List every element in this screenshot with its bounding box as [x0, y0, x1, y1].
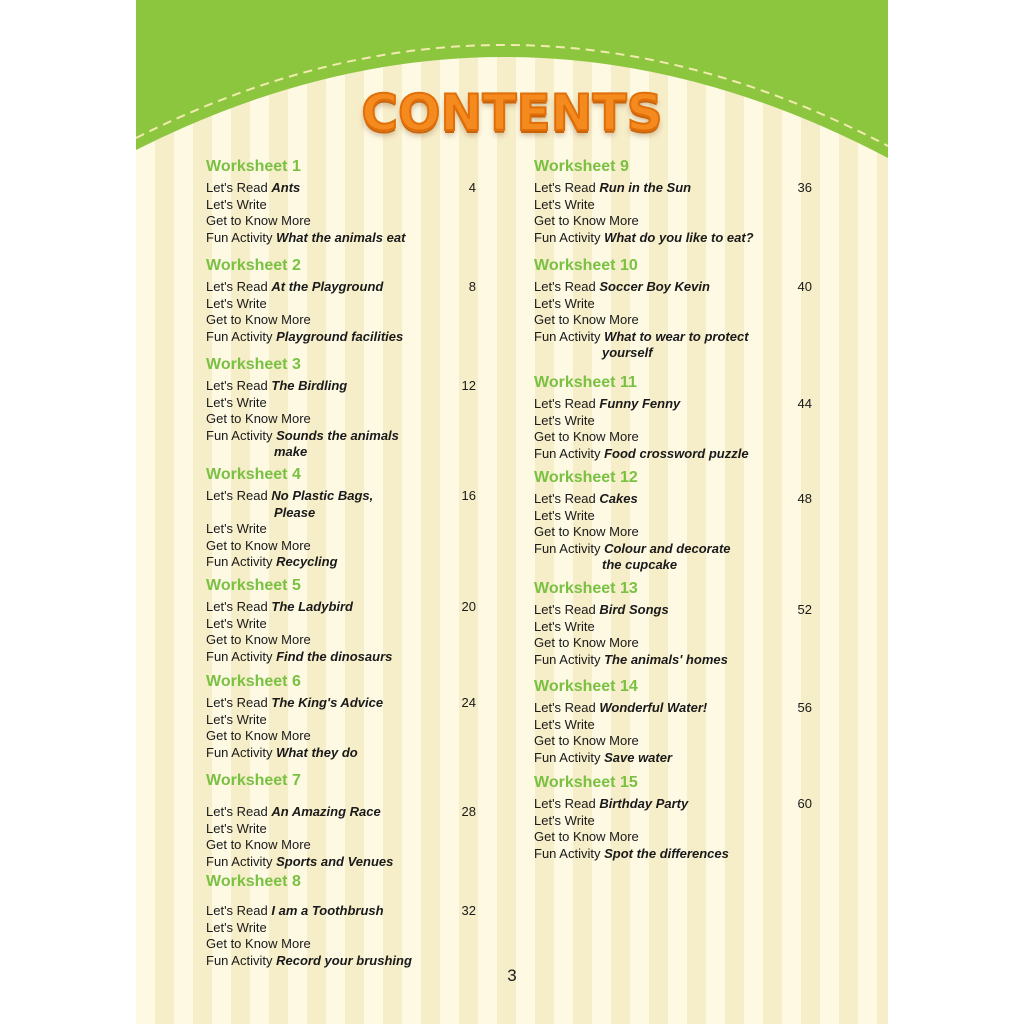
lets-write-line: Let's Write: [534, 618, 595, 634]
lets-write-line: Let's Write: [206, 820, 267, 836]
page-ref: 12: [461, 378, 476, 393]
story-title-continued: Please: [274, 504, 316, 520]
fun-activity-line: [534, 652, 812, 669]
activity-title: What to wear to protect: [604, 328, 749, 344]
page-ref: 44: [797, 396, 812, 411]
story-title: Cakes: [599, 491, 638, 506]
worksheet-title: Worksheet 10: [534, 257, 638, 274]
worksheet-entry: [534, 469, 812, 574]
get-to-know-more-line: Get to Know More: [534, 733, 639, 748]
worksheet-title: Worksheet 9: [534, 158, 629, 175]
lets-read-label: Let's Read: [534, 491, 596, 506]
activity-title-continued: the cupcake: [602, 557, 678, 572]
activity-title-continued: make: [274, 444, 308, 459]
get-to-know-more-line: Get to Know More: [534, 635, 639, 650]
lets-read-line: [206, 903, 476, 920]
story-title: Ants: [271, 180, 301, 195]
lets-read-line: [206, 279, 476, 296]
fun-activity-line: [206, 329, 476, 346]
activity-title: Save water: [604, 749, 673, 765]
lets-read-line: [534, 796, 812, 813]
worksheet-entry: [534, 580, 812, 668]
fun-activity-label: Fun Activity: [534, 445, 601, 461]
page-ref: 60: [797, 796, 812, 811]
get-to-know-more-line: Get to Know More: [206, 837, 311, 852]
lets-read-label: Let's Read: [206, 180, 268, 195]
lets-write-line: Let's Write: [534, 196, 595, 212]
lets-read-label: Let's Read: [534, 279, 596, 294]
activity-title: Sports and Venues: [276, 853, 394, 869]
lets-read-line: [534, 279, 812, 296]
get-to-know-more-line: Get to Know More: [206, 213, 311, 228]
fun-activity-label: Fun Activity: [534, 328, 601, 344]
get-to-know-more-line: Get to Know More: [206, 537, 311, 553]
fun-activity-line: [534, 446, 812, 463]
lets-read-label: Let's Read: [534, 796, 596, 811]
worksheet-title: Worksheet 11: [534, 374, 637, 391]
lets-read-line: [206, 378, 476, 395]
lets-write-line: Let's Write: [534, 412, 595, 428]
fun-activity-line: [206, 649, 476, 666]
story-title: At the Playground: [271, 279, 384, 294]
lets-read-label: Let's Read: [206, 279, 268, 294]
fun-activity-label: Fun Activity: [206, 648, 273, 664]
lets-write-line: Let's Write: [206, 196, 267, 212]
lets-read-label: Let's Read: [206, 378, 268, 393]
get-to-know-more-line: Get to Know More: [534, 429, 639, 444]
worksheet-title: Worksheet 6: [206, 673, 301, 690]
worksheet-entry: [206, 673, 476, 761]
activity-title: What do you like to eat?: [604, 229, 754, 245]
get-to-know-more-line: Get to Know More: [534, 829, 639, 844]
get-to-know-more-line: Get to Know More: [206, 632, 311, 647]
worksheet-title: Worksheet 3: [206, 356, 301, 373]
fun-activity-line: [206, 230, 476, 247]
get-to-know-more-line: Get to Know More: [534, 213, 639, 228]
get-to-know-more-line: Get to Know More: [534, 524, 639, 539]
story-title: Funny Fenny: [599, 396, 681, 411]
fun-activity-label: Fun Activity: [534, 749, 601, 765]
page-ref: 8: [468, 279, 476, 294]
lets-read-label: Let's Read: [534, 396, 596, 411]
fun-activity-label: Fun Activity: [206, 229, 273, 245]
fun-activity-label: Fun Activity: [534, 651, 601, 667]
lets-read-line: [534, 700, 812, 717]
worksheet-title: Worksheet 7: [206, 772, 301, 789]
worksheet-entry: [206, 257, 476, 345]
worksheet-title: Worksheet 1: [206, 158, 301, 175]
story-title: No Plastic Bags,: [271, 488, 374, 503]
worksheet-title: Worksheet 4: [206, 466, 301, 483]
lets-write-line: Let's Write: [206, 919, 267, 935]
fun-activity-label: Fun Activity: [206, 554, 273, 569]
fun-activity-label: Fun Activity: [206, 952, 273, 968]
activity-title: Find the dinosaurs: [276, 648, 393, 664]
worksheet-entry: [534, 678, 812, 766]
get-to-know-more-line: Get to Know More: [206, 728, 311, 743]
page-ref: 56: [797, 700, 812, 715]
story-title: Birthday Party: [599, 796, 689, 811]
lets-read-label: Let's Read: [206, 695, 268, 710]
page-ref: 40: [797, 279, 812, 294]
fun-activity-line: [206, 428, 476, 445]
lets-read-label: Let's Read: [534, 602, 596, 617]
worksheet-entry: [534, 158, 812, 246]
lets-read-line: [206, 599, 476, 616]
worksheet-entry: [534, 374, 812, 462]
worksheet-entry: [206, 356, 476, 461]
lets-write-line: Let's Write: [206, 295, 267, 311]
fun-activity-label: Fun Activity: [206, 328, 273, 344]
lets-read-label: Let's Read: [206, 599, 268, 614]
worksheet-entry: [206, 466, 476, 571]
page-ref: 28: [461, 804, 476, 819]
lets-read-line: [206, 695, 476, 712]
worksheet-entry: [206, 772, 476, 870]
activity-title: What they do: [276, 744, 358, 760]
activity-title: Colour and decorate: [604, 540, 731, 556]
lets-read-line: [206, 180, 476, 197]
page-ref: 20: [461, 599, 476, 614]
lets-write-line: Let's Write: [206, 394, 267, 410]
get-to-know-more-line: Get to Know More: [206, 936, 311, 951]
lets-read-label: Let's Read: [534, 700, 596, 715]
activity-title: Record your brushing: [276, 952, 412, 968]
page-title: CONTENTS: [361, 84, 663, 142]
fun-activity-label: Fun Activity: [534, 540, 601, 556]
story-title: The Ladybird: [271, 599, 353, 614]
story-title: The Birdling: [271, 378, 348, 393]
activity-title: The animals' homes: [604, 651, 728, 667]
activity-title-continued: yourself: [602, 345, 653, 360]
get-to-know-more-line: Get to Know More: [534, 312, 639, 327]
worksheet-entry: [534, 774, 812, 862]
worksheet-entry: [534, 257, 812, 362]
activity-title: Recycling: [276, 554, 338, 569]
fun-activity-line: [206, 745, 476, 762]
page-ref: 32: [461, 903, 476, 918]
worksheet-title: Worksheet 2: [206, 257, 301, 274]
page-ref: 4: [468, 180, 476, 195]
lets-write-line: Let's Write: [534, 812, 595, 828]
lets-read-line: [206, 488, 476, 505]
fun-activity-line: [534, 230, 812, 247]
fun-activity-label: Fun Activity: [206, 853, 273, 869]
lets-read-line: [534, 602, 812, 619]
worksheet-title: Worksheet 5: [206, 577, 301, 594]
story-title: Wonderful Water!: [599, 700, 708, 715]
worksheet-title: Worksheet 8: [206, 873, 301, 890]
fun-activity-label: Fun Activity: [534, 229, 601, 245]
page-ref: 36: [797, 180, 812, 195]
lets-write-line: Let's Write: [534, 295, 595, 311]
worksheet-title: Worksheet 13: [534, 580, 638, 597]
worksheet-entry: [206, 873, 476, 969]
story-title: An Amazing Race: [271, 804, 381, 819]
activity-title: Sounds the animals: [276, 427, 399, 443]
worksheet-title: Worksheet 12: [534, 469, 638, 486]
page-ref: 16: [461, 488, 476, 503]
lets-write-line: Let's Write: [206, 711, 267, 727]
fun-activity-line: [534, 541, 812, 558]
fun-activity-label: Fun Activity: [206, 744, 273, 760]
story-title: Bird Songs: [599, 602, 669, 617]
lets-read-label: Let's Read: [206, 903, 268, 918]
page-ref: 48: [797, 491, 812, 506]
activity-title: Spot the differences: [604, 845, 729, 861]
fun-activity-line: [206, 554, 476, 571]
lets-write-line: Let's Write: [534, 716, 595, 732]
lets-read-line: [534, 491, 812, 508]
activity-title: Food crossword puzzle: [604, 445, 749, 461]
lets-read-line: [534, 180, 812, 197]
story-title: Soccer Boy Kevin: [599, 279, 710, 294]
fun-activity-label: Fun Activity: [206, 427, 273, 443]
activity-title: What the animals eat: [276, 229, 406, 245]
activity-title: Playground facilities: [276, 328, 404, 344]
contents-page: [136, 0, 888, 1024]
story-title: I am a Toothbrush: [271, 903, 384, 918]
page-ref: 52: [797, 602, 812, 617]
lets-read-label: Let's Read: [534, 180, 596, 195]
worksheet-title: Worksheet 15: [534, 774, 638, 791]
lets-write-line: Let's Write: [206, 615, 267, 631]
story-title: Run in the Sun: [599, 180, 692, 195]
fun-activity-line: [534, 329, 812, 346]
page-number: 3: [507, 966, 517, 985]
worksheet-entry: [206, 158, 476, 246]
fun-activity-line: [534, 750, 812, 767]
lets-write-line: Let's Write: [206, 521, 267, 536]
story-title: The King's Advice: [271, 695, 384, 710]
fun-activity-label: Fun Activity: [534, 845, 601, 861]
worksheet-entry: [206, 577, 476, 665]
lets-read-label: Let's Read: [206, 488, 268, 503]
fun-activity-line: [206, 854, 476, 871]
lets-write-line: Let's Write: [534, 507, 595, 523]
lets-read-line: [534, 396, 812, 413]
lets-read-label: Let's Read: [206, 804, 268, 819]
page-ref: 24: [461, 695, 476, 710]
get-to-know-more-line: Get to Know More: [206, 411, 311, 426]
get-to-know-more-line: Get to Know More: [206, 312, 311, 327]
lets-read-line: [206, 804, 476, 821]
worksheet-title: Worksheet 14: [534, 678, 638, 695]
fun-activity-line: [534, 846, 812, 863]
